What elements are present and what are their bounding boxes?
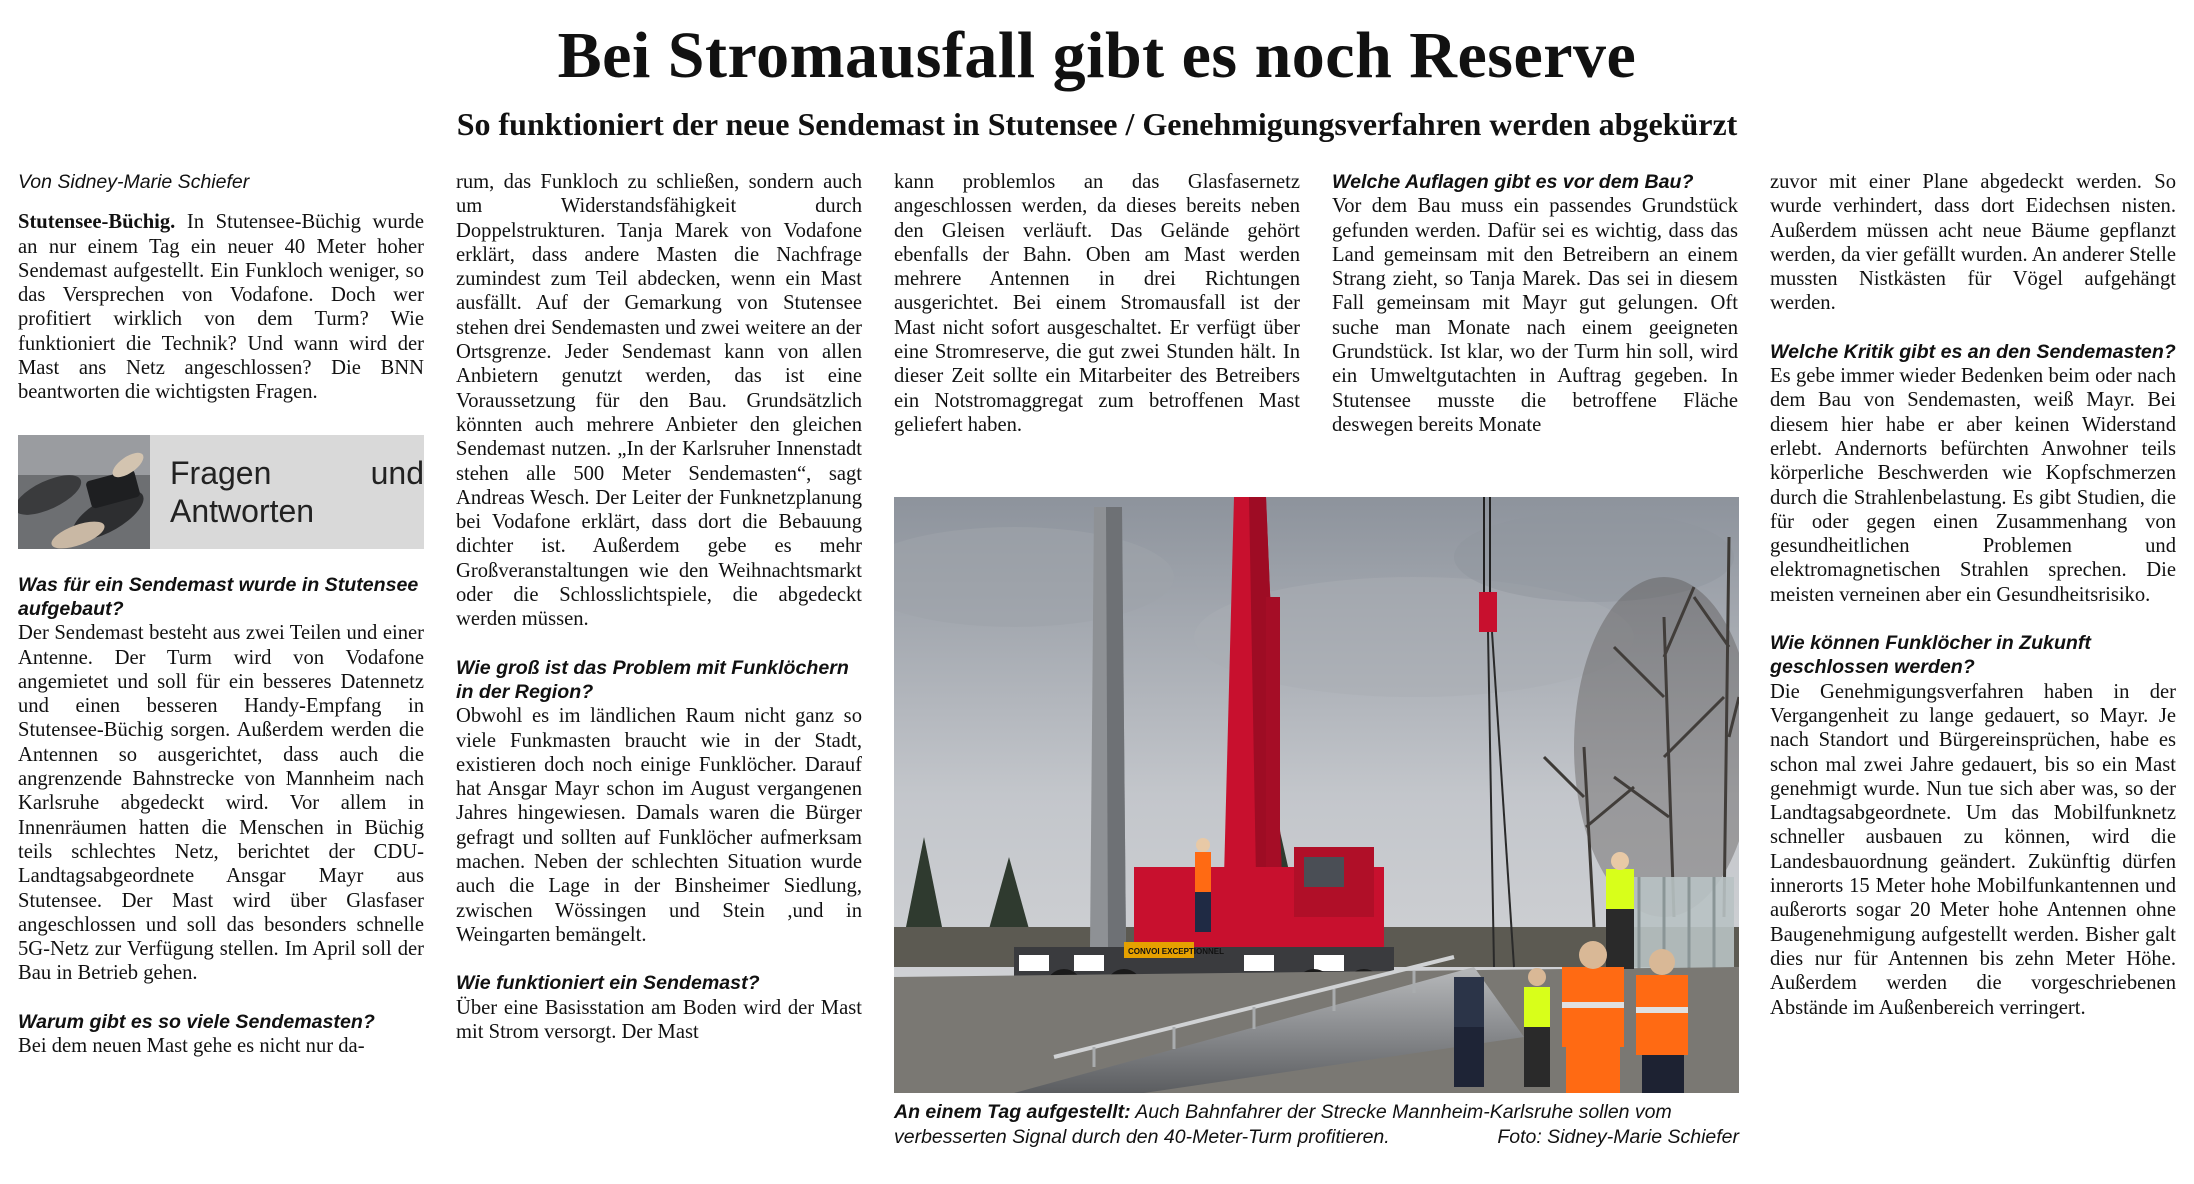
faq-box-title: Fragen und Antworten [170, 454, 424, 529]
caption-lead: An einem Tag aufgestellt: [894, 1101, 1131, 1123]
question-heading: Wie können Funklöcher in Zukunft geschlossen werden? [1770, 632, 2091, 679]
photo-caption [894, 1100, 1739, 1150]
lead-paragraph [18, 210, 424, 404]
faq-box [18, 435, 424, 549]
answer-text: Bei dem neuen Mast gehe es nicht nur da- [18, 1035, 365, 1058]
column-4 [1332, 170, 1738, 437]
lead-text: In Stutensee-Büchig wurde an nur einem Tag ein neuer 40 Meter hoher Sendemast aufgestellt. Ein Funkloch weniger, so das Versprechen von Vodafone. Doch wer profitiert wirklich von dem Turm? Wie funktioniert die Technik? Und wann wird der Mast ans Netz angeschlossen? Die BNN beantworten die wichtigsten Fragen. [18, 211, 424, 404]
faq-photo-icon [18, 435, 150, 549]
answer-text: rum, das Funkloch zu schließen, sondern auch um Widerstandsfähigkeit durch Doppelstrukturen. Tanja Marek von Vodafone erklärt, dass andere Masten die Nachfrage zumindest zum Teil abdecken, wenn ein Mast ausfällt. Auf der Gemarkung von Stutensee stehen drei Sendemasten und zwei weitere an der Ortsgrenze. Jeder Sendemast kann von allen Anbietern genutzt werden, das ist eine Voraussetzung für den Bau. Grundsätzlich könnten auch mehrere Anbieter den gleichen Sendemast nutzen. „In der Karlsruher Innenstadt stehen alle 500 Meter Sendemasten“, sagt Andreas Wesch. Der Leiter der Funknetzplanung bei Vodafone erklärt, dass dort die Bebauung dichter ist. Außerdem gebe es mehr Großveranstaltungen wie den Weihnachtsmarkt oder die Schlosslichtspiele, die abgedeckt werden müssen. [456, 171, 862, 631]
question-heading: Wie funktioniert ein Sendemast? [456, 972, 760, 995]
column-3 [894, 170, 1300, 437]
answer-text: Der Sendemast besteht aus zwei Teilen und einer Antenne. Der Turm wird von Vodafone angemietet und soll für ein besseres Datennetz und einen besseren Handy-Empfang in Stutensee-Büchig sorgen. Außerdem werden die Antennen so ausgerichtet, dass auch die angrenzende Bahnstrecke von Mannheim nach Karlsruhe abgedeckt wird. Vor allem in Innenräumen hatten die Menschen in Büchig teils schlechtes Netz, berichtet der CDU-Landtagsabgeordnete Ansgar Mayr aus Stutensee. Der Mast wird über Glasfaser angeschlossen und soll das besonders schnelle 5G-Netz zur Verfügung stellen. Im April soll der Bau in Betrieb gehen. [18, 622, 424, 985]
subheadline: So funktioniert der neue Sendemast in Stutensee / Genehmigungsverfahren werden abgekürzt [456, 106, 1738, 142]
answer-text: Über eine Basisstation am Boden wird der Mast mit Strom versorgt. Der Mast [456, 996, 862, 1043]
question-heading: Welche Auflagen gibt es vor dem Bau? [1332, 171, 1694, 193]
answer-text: kann problemlos an das Glasfasernetz angeschlossen werden, da dieses bereits neben den Gleisen verläuft. Das Gelände gehört ebenfalls der Bahn. Oben am Mast werden mehrere Antennen in drei Richtungen ausgerichtet. Bei einem Stromausfall ist der Mast nicht sofort ausgeschaltet. Er verfügt über eine Stromreserve, die gut zwei Stunden hält. In dieser Zeit sollte ein Mitarbeiter des Betreibers ein Notstromaggregat zum betroffenen Mast geliefert haben. [894, 171, 1300, 436]
column-1 [18, 170, 424, 1058]
question-heading: Warum gibt es so viele Sendemasten? [18, 1010, 375, 1033]
author-byline: Von Sidney-Marie Schiefer [18, 171, 250, 193]
column-2 [456, 170, 862, 1044]
headline: Bei Stromausfall gibt es noch Reserve [557, 19, 1637, 92]
answer-text: Vor dem Bau muss ein passendes Grundstück gefunden werden. Dafür sei es wichtig, dass das Land gemeinsam mit den Betreibern an einem Strang zieht, so Tanja Marek. Das sei in diesem Fall gemeinsam mit Mayr gut gelungen. Oft suche man Monate nach einem geeigneten Grundstück. Ist klar, wo der Turm hin soll, wird ein Umweltgutachten in Auftrag gegeben. In Stutensee musste die betroffene Fläche deswegen bereits Monate [1332, 195, 1738, 436]
question-heading: Was für ein Sendemast wurde in Stutensee aufgebaut? [18, 573, 419, 620]
answer-text: Es gebe immer wieder Bedenken beim oder nach dem Bau von Sendemasten, weiß Mayr. Bei diesem hier habe er aber keinen Widerstand erlebt. Andernorts befürchten Anwohner teils körperliche Beschwerden wie Kopfschmerzen durch die Strahlenbelastung. Es gibt Studien, die für oder gegen einen Zusammenhang von gesundheitlichen Problemen und elektromagnetischen Strahlen sprechen. Die meisten verneinen aber ein Gesundheitsrisiko. [1770, 365, 2176, 606]
column-5 [1770, 170, 2176, 1020]
answer-text: Die Genehmigungsverfahren haben in der Vergangenheit zu lange gedauert, so Mayr. Je nach Standort und Bürgereinsprüchen, habe es schon mal zwei Jahre gedauert, bis so ein Mast genehmigt wurde. Nun tue sich aber was, so der Landtagsabgeordnete. Um das Mobilfunknetz schneller ausbauen zu können, wird die Landesbauordnung geändert. Zukünftig dürfen innerorts 15 Meter hohe Mobilfunkantennen und außerorts sogar 20 Meter hohe Antennen ohne Baugenehmigung aufgestellt werden. Bisher galt dies nur für Antennen bis zehn Meter Höhe. Außerdem werden die vorgeschriebenen Abstände im Außenbereich verringert. [1770, 680, 2176, 1019]
photo-credit: Foto: Sidney-Marie Schiefer [1497, 1126, 1739, 1148]
question-heading: Wie groß ist das Problem mit Funklöchern in der Region? [456, 656, 849, 703]
crane-sign: CONVOI EXCEPTIONNEL [1128, 947, 1225, 956]
answer-text: zuvor mit einer Plane abgedeckt werden. So wurde verhindert, dass dort Eidechsen nisten. Außerdem müssen acht neue Bäume gepflanzt werden, da vier gefällt wurden. An anderer Stelle mussten Nistkästen für Vögel aufgehängt werden. [1770, 171, 2176, 315]
caption-text: Auch Bahnfahrer der Strecke Mannheim-Karlsruhe sollen vom verbesserten Signal durch den 40-Meter-Turm profitieren. [894, 1101, 1672, 1148]
article-photo [894, 497, 1739, 1093]
question-heading: Welche Kritik gibt es an den Sendemasten? [1770, 340, 2176, 363]
answer-text: Obwohl es im ländlichen Raum nicht ganz so viele Funkmasten braucht wie in der Stadt, existieren doch noch einige Funklöcher. Darauf hat Ansgar Mayr schon im August vergangenen Jahres hingewiesen. Damals waren die Bürger gefragt und sollten auf Funklöcher aufmerksam machen. Neben der schlechten Situation wurde auch die Lage in der Binsheimer Siedlung, zwischen Wössingen und Stein ,und in Weingarten bemängelt. [456, 705, 862, 946]
dateline: Stutensee-Büchig. [18, 211, 176, 234]
